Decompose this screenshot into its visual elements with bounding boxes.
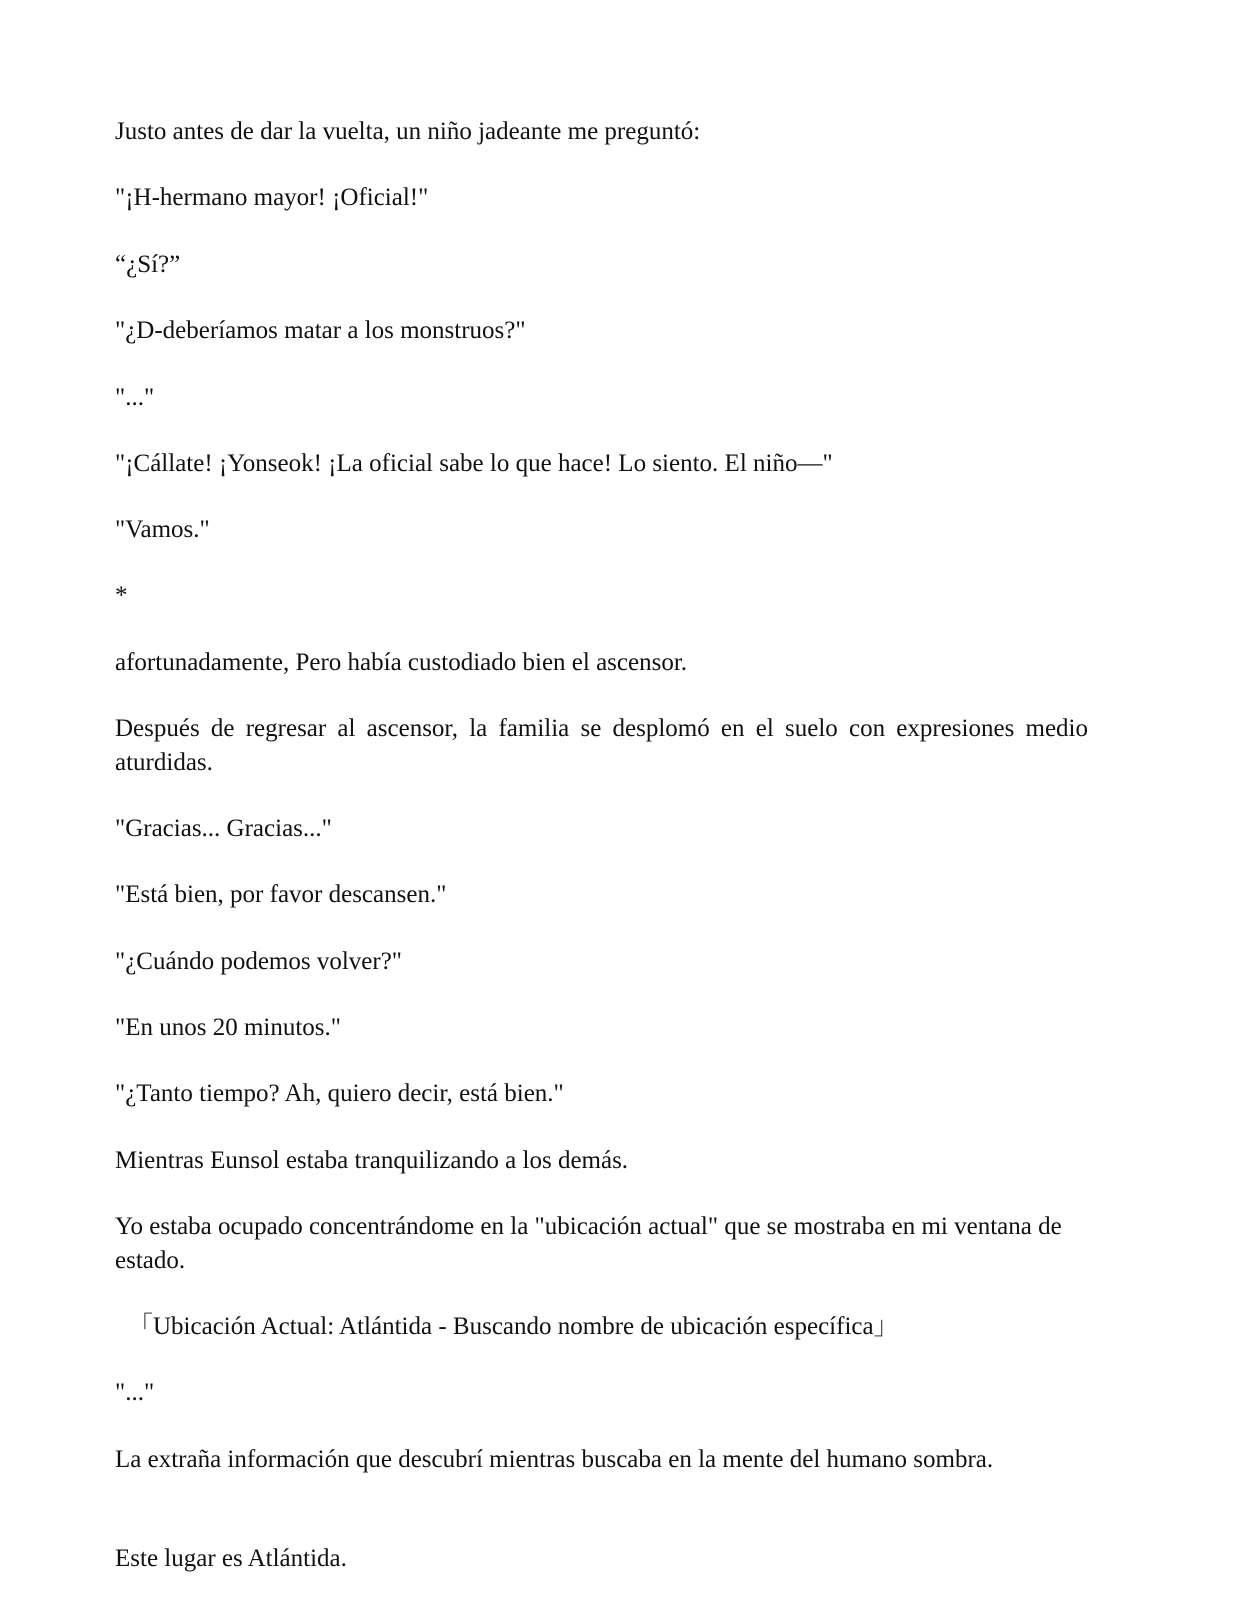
paragraph: Yo estaba ocupado concentrándome en la "ubicación actual" que se mostraba en mi ventana de estado. (115, 1213, 1062, 1274)
paragraph: afortunadamente, Pero había custodiado bien el ascensor. (115, 649, 688, 676)
dialogue-line: "¡Cállate! ¡Yonseok! ¡La oficial sabe lo que hace! Lo siento. El niño—" (115, 450, 833, 477)
dialogue-line: "Está bien, por favor descansen." (115, 881, 447, 908)
dialogue-line: "..." (115, 384, 155, 411)
dialogue-line: "En unos 20 minutos." (115, 1014, 341, 1041)
dialogue-line: "¿Cuándo podemos volver?" (115, 948, 403, 975)
paragraph: Mientras Eunsol estaba tranquilizando a los demás. (115, 1147, 629, 1174)
scene-break: * (115, 582, 128, 609)
paragraph: Justo antes de dar la vuelta, un niño jadeante me preguntó: (115, 118, 701, 145)
dialogue-line: "Gracias... Gracias..." (115, 815, 332, 842)
dialogue-line: “¿Sí?” (115, 251, 181, 278)
dialogue-line: "Vamos." (115, 516, 210, 543)
paragraph: Este lugar es Atlántida. (115, 1545, 347, 1572)
dialogue-line: "..." (115, 1379, 155, 1406)
dialogue-line: "¡H-hermano mayor! ¡Oficial!" (115, 184, 429, 211)
paragraph: La extraña información que descubrí mientras buscaba en la mente del humano sombra. (115, 1446, 994, 1473)
paragraph: Después de regresar al ascensor, la familia se desplomó en el suelo con expresiones medio aturdidas. (115, 715, 1088, 776)
dialogue-line: "¿D-deberíamos matar a los monstruos?" (115, 317, 526, 344)
status-window-text: 「Ubicación Actual: Atlántida - Buscando nombre de ubicación específica」 (128, 1313, 899, 1340)
dialogue-line: "¿Tanto tiempo? Ah, quiero decir, está bien." (115, 1080, 564, 1107)
